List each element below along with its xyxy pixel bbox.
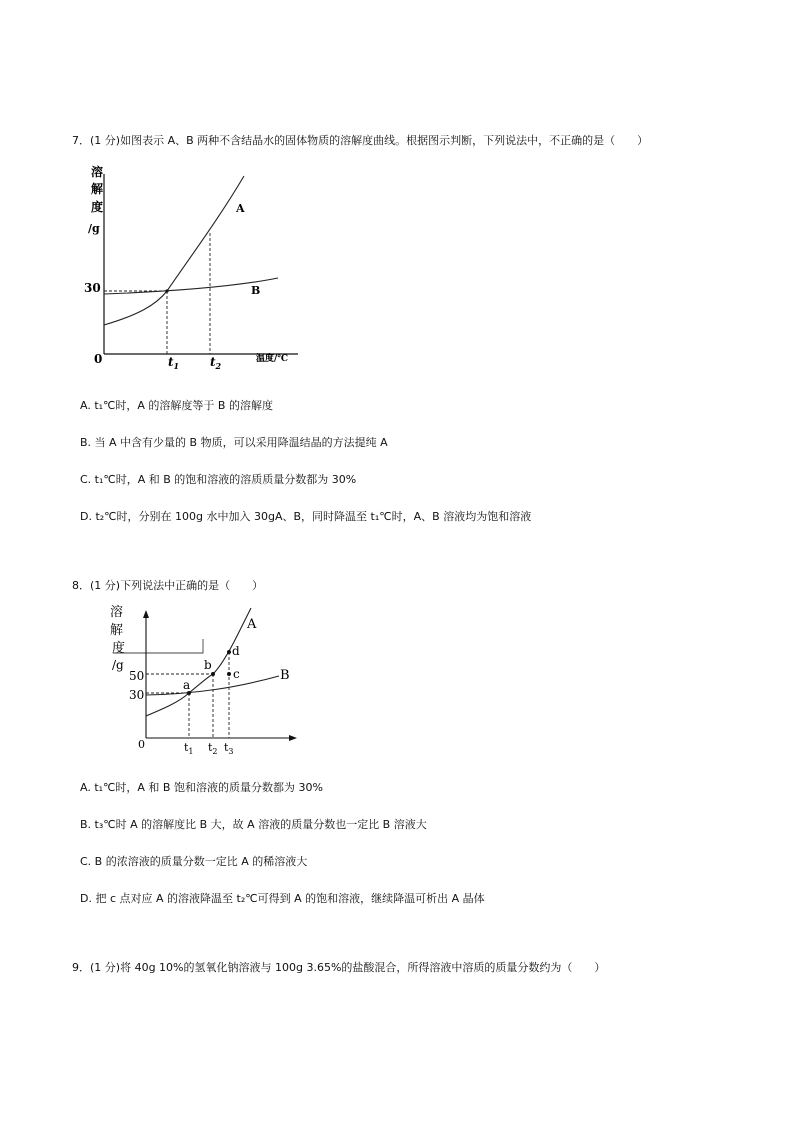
q7-origin-label: 0 [94,352,103,366]
q8-y-axis-arrow [143,610,149,618]
q8-ylabel-char-3: 度 [112,641,126,656]
question-7-stem: 7．(1 分)如图表示 A、B 两种不含结晶水的固体物质的溶解度曲线。根据图示判断，下列说法中，不正确的是（ ） [72,134,649,147]
q7-option-d[interactable]: D. t₂℃时，分别在 100g 水中加入 30gA、B，同时降温至 t₁℃时，A、B 溶液均为饱和溶液 [80,510,532,523]
q8-origin-label: 0 [138,738,145,751]
q7-intersection-point [165,289,168,292]
q8-bracket-mark [113,639,203,653]
q8-option-d[interactable]: D. 把 c 点对应 A 的溶液降温至 t₂℃可得到 A 的饱和溶液，继续降温可析出 A 晶体 [80,892,485,905]
q8-point-a-label: a [183,678,191,692]
q7-x-axis-label: 温度/℃ [256,354,289,364]
question-8-stem: 8．(1 分)下列说法中正确的是（ ） [72,579,264,592]
q7-option-a[interactable]: A. t₁℃时，A 的溶解度等于 B 的溶解度 [80,399,273,412]
q7-y-tick-30: 30 [84,281,101,295]
q8-option-b[interactable]: B. t₃℃时 A 的溶解度比 B 大，故 A 溶液的质量分数也一定比 B 溶液大 [80,818,427,831]
question-7-solubility-figure [78,160,308,372]
q7-ylabel-unit: /g [88,222,100,235]
q8-x-tick-t3: $t_3$ [224,741,234,756]
q8-option-c[interactable]: C. B 的浓溶液的质量分数一定比 A 的稀溶液大 [80,855,308,868]
q7-ylabel-char-2: 解 [91,182,104,196]
q8-point-d [227,650,231,654]
q8-curve-b [146,676,279,695]
q7-ylabel-char-1: 溶 [91,165,104,179]
q7-curve-a-label: A [236,202,245,215]
q7-x-tick-t2: $t_2$ [210,355,222,371]
q8-ylabel-unit: /g [112,658,124,672]
q8-y-tick-50: 50 [129,669,145,683]
q8-curve-a [146,608,251,716]
q8-x-tick-t1: $t_1$ [184,741,194,756]
q8-option-a[interactable]: A. t₁℃时，A 和 B 饱和溶液的质量分数都为 30% [80,781,323,794]
q7-curve-b-label: B [251,284,261,297]
q8-point-b [211,672,215,676]
q8-curve-b-label: B [280,668,290,683]
q8-x-axis-arrow [289,735,297,741]
q7-x-tick-t1: $t_1$ [168,355,180,371]
q8-x-tick-t2: $t_2$ [208,741,218,756]
q8-point-c [227,672,231,676]
q7-curve-a [104,176,244,325]
q8-point-b-label: b [204,658,212,672]
q8-ylabel-char-1: 溶 [110,605,124,620]
q7-option-c[interactable]: C. t₁℃时，A 和 B 的饱和溶液的溶质质量分数都为 30% [80,473,357,486]
q8-y-tick-30: 30 [129,688,145,702]
q7-option-b[interactable]: B. 当 A 中含有少量的 B 物质，可以采用降温结晶的方法提纯 A [80,436,388,449]
question-8-solubility-figure [105,596,305,756]
question-9-stem: 9．(1 分)将 40g 10%的氢氧化钠溶液与 100g 3.65%的盐酸混合，所得溶液中溶质的质量分数约为（ ） [72,961,606,974]
q8-curve-a-label: A [247,617,257,632]
q8-ylabel-char-2: 解 [110,623,124,638]
q8-point-c-label: c [233,667,240,681]
q7-ylabel-char-3: 度 [91,200,104,214]
q8-point-d-label: d [232,644,240,658]
